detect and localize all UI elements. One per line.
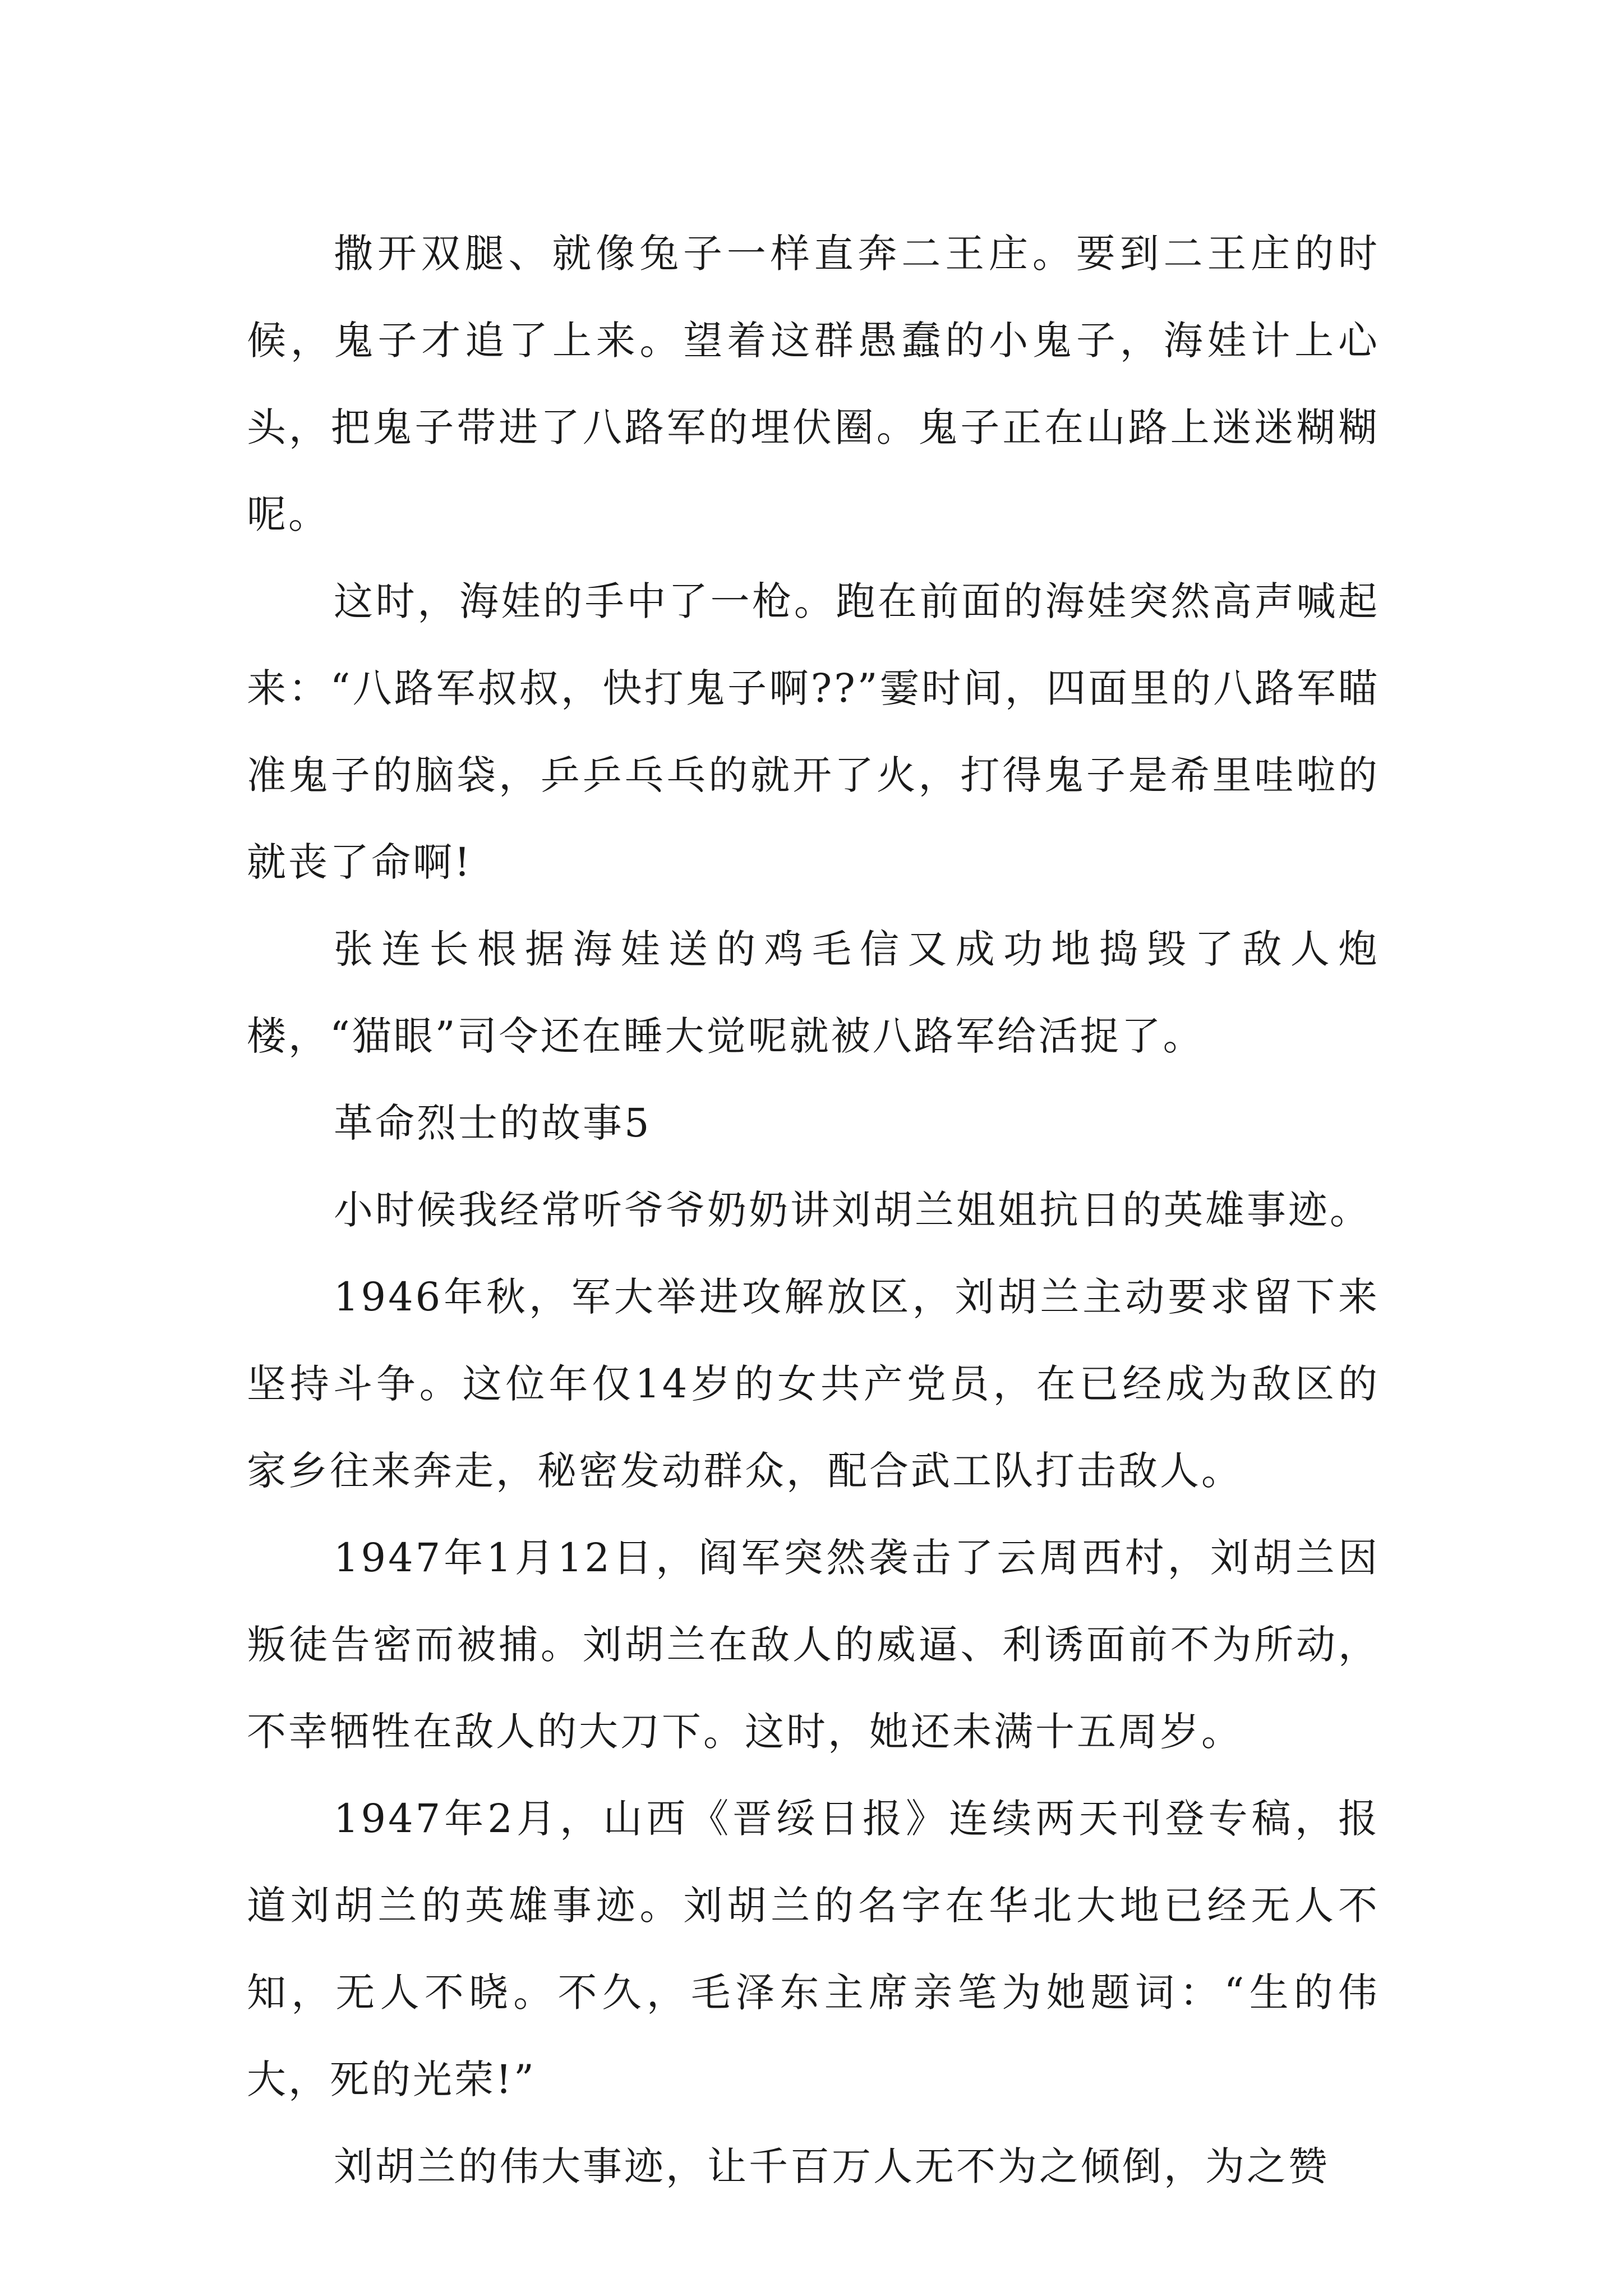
document-body <box>247 210 1380 2210</box>
paragraph-6: 1947年1月12日，阎军突然袭击了云周西村，刘胡兰因叛徒告密而被捕。刘胡兰在敌人的威逼、利诱面前不为所动，不幸牺牲在敌人的大刀下。这时，她还未满十五周岁。 <box>247 1535 1380 1755</box>
paragraph-5: 1946年秋，军大举进攻解放区，刘胡兰主动要求留下来坚持斗争。这位年仅14岁的女共产党员，在已经成为敌区的家乡往来奔走，秘密发动群众，配合武工队打击敌人。 <box>247 1274 1380 1494</box>
paragraph-3: 张连长根据海娃送的鸡毛信又成功地捣毁了敌人炮楼，“猫眼”司令还在睡大觉呢就被八路军给活捉了。 <box>247 926 1380 1059</box>
section-heading: 革命烈士的故事5 <box>334 1100 652 1146</box>
paragraph-2: 这时，海娃的手中了一枪。跑在前面的海娃突然高声喊起来：“八路军叔叔，快打鬼子啊??”霎时间，四面里的八路军瞄准鬼子的脑袋，乒乒乓乓的就开了火，打得鬼子是希里哇啦的就丧了命啊! <box>247 578 1380 885</box>
paragraph-1: 撒开双腿、就像兔子一样直奔二王庄。要到二王庄的时候，鬼子才追了上来。望着这群愚蠢的小鬼子，海娃计上心头，把鬼子带进了八路军的埋伏圈。鬼子正在山路上迷迷糊糊呢。 <box>247 231 1380 537</box>
paragraph-4: 小时候我经常听爷爷奶奶讲刘胡兰姐姐抗日的英雄事迹。 <box>334 1187 1371 1233</box>
paragraph-8: 刘胡兰的伟大事迹，让千百万人无不为之倾倒，为之赞 <box>334 2143 1330 2189</box>
paragraph-7: 1947年2月，山西《晋绥日报》连续两天刊登专稿，报道刘胡兰的英雄事迹。刘胡兰的名字在华北大地已经无人不知，无人不晓。不久，毛泽东主席亲笔为她题词：“生的伟大，死的光荣!” <box>247 1796 1380 2102</box>
